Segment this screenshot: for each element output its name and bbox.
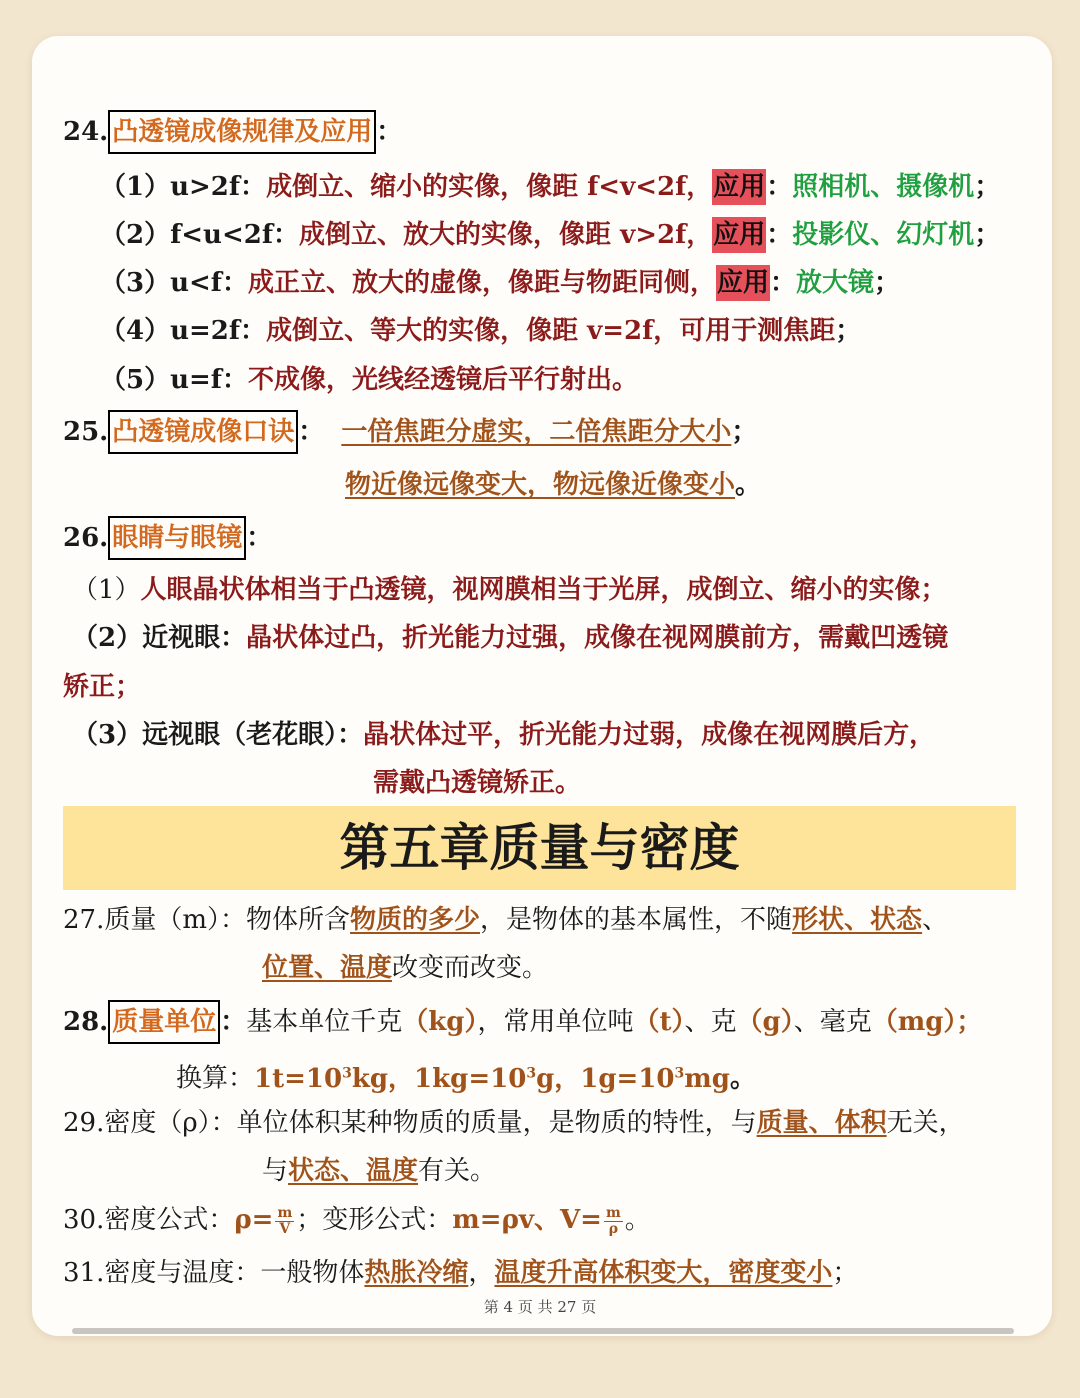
volume-fraction: $\frac{m}{\rho}$ [605,1204,621,1237]
eye-item-3: （3）远视眼（老花眼）：晶状体过平，折光能力过弱，成像在视网膜后方， [72,720,936,750]
mnemonic-line-2: 物近像远像变大，物远像近像变小 [345,470,736,500]
section-24-title: 凸透镜成像规律及应用 [108,110,376,154]
section-25-title: 凸透镜成像口诀 [108,410,298,454]
rule-item-5: （5）u=f：不成像，光线经透镜后平行射出。 [100,365,638,395]
section-29-cont: 与状态、温度有关。 [262,1156,497,1186]
eye-item-3-cont: 需戴凸透镜矫正。 [373,768,582,798]
eye-item-2: （2）近视眼：晶状体过凸，折光能力过强，成像在视网膜前方，需戴凹透镜 [72,623,949,653]
rule-item-3: （3）u<f：成正立、放大的虚像，像距与物距同侧，应用：放大镜； [100,264,900,302]
section-27: 27.质量（m）：物体所含物质的多少，是物体的基本属性，不随形状、状态、 [63,905,949,935]
section-30: 30.密度公式：ρ= $\frac{m}{V}$ ；变形公式：m=ρv、V= $\frac{m}{\rho}$ 。 [63,1204,651,1237]
rule-item-1: （1）u>2f：成倒立、缩小的实像，像距 f<v<2f，应用：照相机、摄像机； [100,168,1000,206]
section-26-title: 眼睛与眼镜 [108,516,246,560]
section-31: 31.密度与温度：一般物体热胀冷缩，温度升高体积变大，密度变小； [63,1258,859,1288]
application-tag: 应用 [712,217,766,253]
section-28-title: 质量单位 [108,1000,220,1044]
bottom-divider [72,1328,1014,1334]
section-24-heading: 24. 凸透镜成像规律及应用 ： [63,110,402,154]
rule-item-2: （2）f<u<2f：成倒立、放大的实像，像距 v>2f，应用：投影仪、幻灯机； [100,216,1000,254]
eye-item-2-cont: 矫正； [63,672,142,702]
page-number: 第 4 页 共 27 页 [483,1298,597,1316]
section-25-heading: 25. 凸透镜成像口诀 ： 一倍焦距分虚实，二倍焦距分大小； [63,410,757,454]
application-tag: 应用 [716,265,770,301]
section-26-heading: 26. 眼睛与眼镜 ： [63,516,272,560]
section-28: 28. 质量单位 ：基本单位千克（kg），常用单位吨（t）、克（g）、毫克（mg）； [63,1000,982,1044]
chapter-title: 第五章质量与密度 [63,806,1016,890]
rule-item-4: （4）u=2f：成倒立、等大的实像，像距 v=2f，可用于测焦距； [100,316,862,346]
mnemonic-line-1: 一倍焦距分虚实，二倍焦距分大小 [341,417,732,447]
section-29: 29.密度（ρ）：单位体积某种物质的质量，是物质的特性，与质量、体积无关， [63,1108,965,1138]
unit-conversion: 换算：$1t=10^3kg$，$1kg=10^3g$，$1g=10^3mg$。 [176,1063,756,1094]
eye-item-1: （1）人眼晶状体相当于凸透镜，视网膜相当于光屏，成倒立、缩小的实像； [72,575,947,605]
density-fraction: $\frac{m}{V}$ [277,1204,293,1237]
section-27-cont: 位置、温度改变而改变。 [262,953,549,983]
mnemonic-line-2-row: 物近像远像变大，物远像近像变小。 [345,470,762,500]
application-tag: 应用 [712,169,766,205]
